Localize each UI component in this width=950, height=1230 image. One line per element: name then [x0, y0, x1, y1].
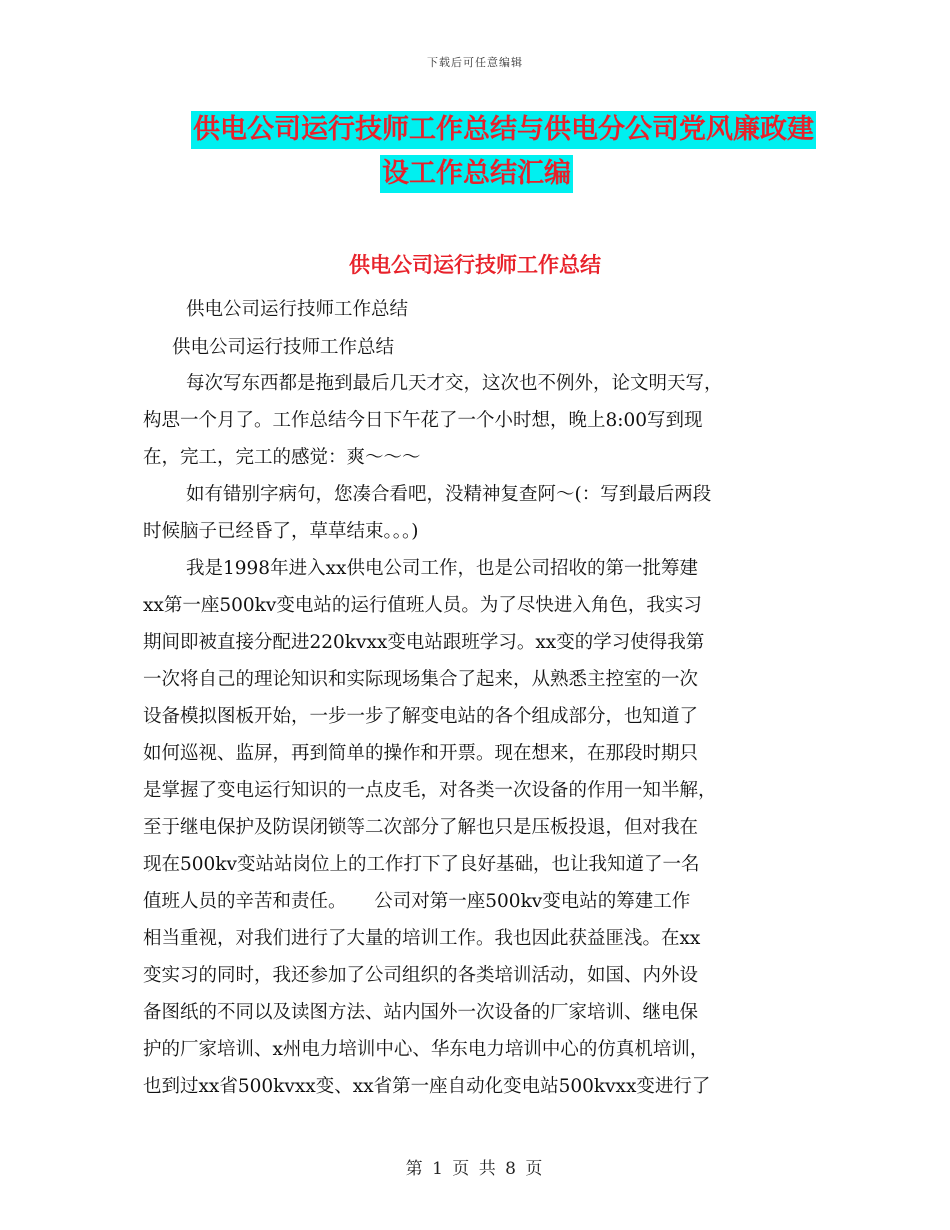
body-line: 每次写东西都是拖到最后几天才交，这次也不例外，论文明天写， — [186, 373, 723, 394]
body-line: 如何巡视、监屏，再到简单的操作和开票。现在想来，在那段时期只 — [143, 743, 699, 764]
body-line: 时候脑子已经昏了，草草结束。。。) — [143, 521, 419, 542]
body-line: 护的厂家培训、x州电力培训中心、华东电力培训中心的仿真机培训， — [143, 1039, 709, 1060]
body-line: 供电公司运行技师工作总结 — [172, 337, 395, 358]
body-line: 现在500kv变站站岗位上的工作打下了良好基础，也让我知道了一名 — [143, 854, 700, 875]
body-line: 期间即被直接分配进220kvxx变电站跟班学习。xx变的学习使得我第 — [143, 632, 705, 653]
body-line: 构思一个月了。工作总结今日下午花了一个小时想，晚上8:00写到现 — [143, 410, 703, 431]
body-line: 在，完工，完工的感觉：爽～～～ — [143, 447, 421, 468]
body-line: 供电公司运行技师工作总结 — [186, 299, 409, 320]
body-line: 值班人员的辛苦和责任。 公司对第一座500kv变电站的筹建工作 — [143, 891, 691, 912]
body-line: 备图纸的不同以及读图方法、站内国外一次设备的厂家培训、继电保 — [143, 1002, 699, 1023]
body-line: 设备模拟图板开始，一步一步了解变电站的各个组成部分，也知道了 — [143, 706, 699, 727]
body-line: xx第一座500kv变电站的运行值班人员。为了尽快进入角色，我实习 — [143, 595, 702, 616]
body-line: 变实习的同时，我还参加了公司组织的各类培训活动，如国、内外设 — [143, 965, 699, 986]
section-heading: 供电公司运行技师工作总结 — [349, 253, 601, 277]
body-line: 至于继电保护及防误闭锁等二次部分了解也只是压板投退，但对我在 — [143, 817, 699, 838]
body-line: 是掌握了变电运行知识的一点皮毛，对各类一次设备的作用一知半解， — [143, 780, 717, 801]
header-note: 下载后可任意编辑 — [427, 56, 523, 69]
body-line: 如有错别字病句，您凑合看吧，没精神复查阿～(：写到最后两段 — [186, 484, 712, 505]
body-line: 相当重视，对我们进行了大量的培训工作。我也因此获益匪浅。在xx — [143, 928, 701, 949]
page-footer: 第 1 页 共 8 页 — [405, 1159, 545, 1179]
body-line: 也到过xx省500kvxx变、xx省第一座自动化变电站500kvxx变进行了 — [143, 1076, 711, 1097]
body-line: 一次将自己的理论知识和实际现场集合了起来，从熟悉主控室的一次 — [143, 669, 699, 690]
document-title-line-1: 供电公司运行技师工作总结与供电分公司党风廉政建 — [191, 111, 816, 149]
body-line: 我是1998年进入xx供电公司工作，也是公司招收的第一批筹建 — [186, 558, 698, 579]
document-title-line-2: 设工作总结汇编 — [380, 155, 573, 193]
